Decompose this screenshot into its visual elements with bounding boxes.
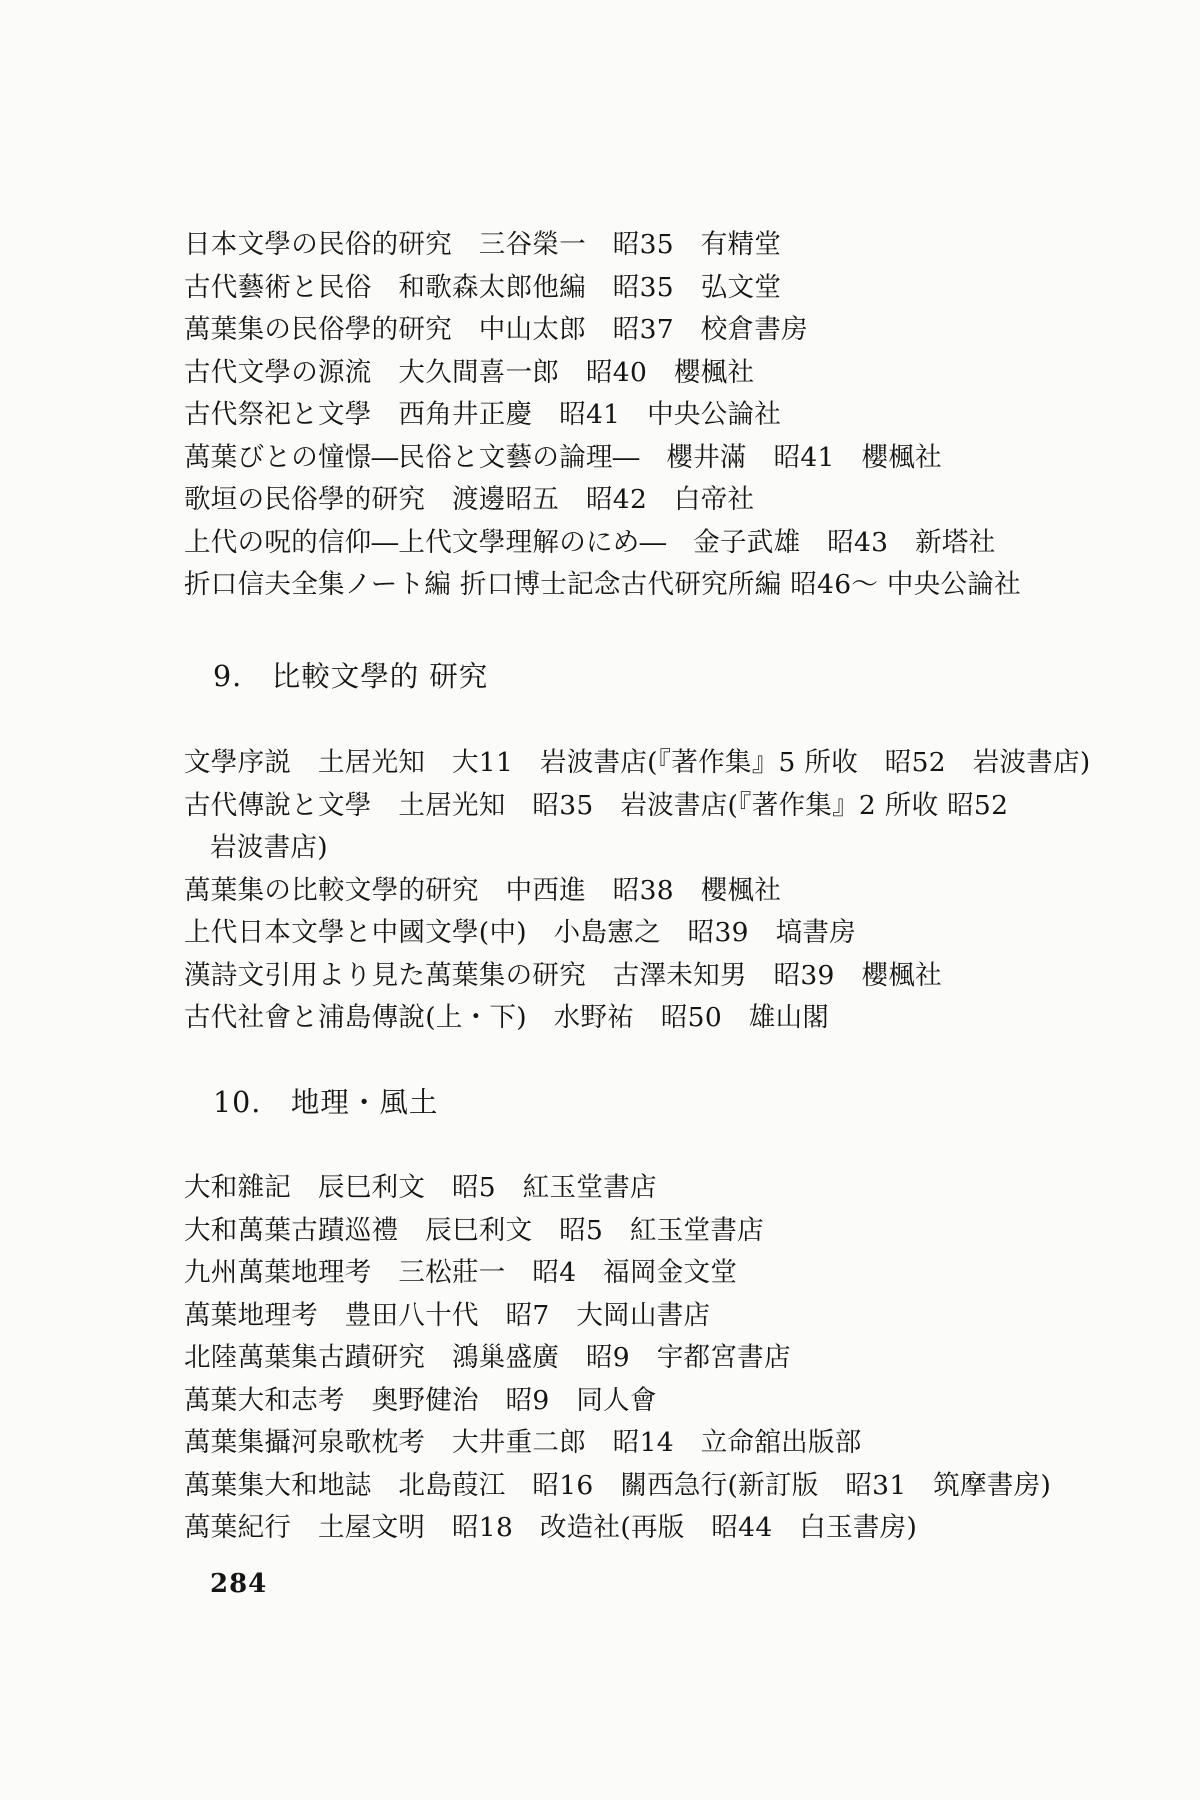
bibliography-list-comparative-literature [184,742,1091,1040]
bibliography-entry: 萬葉集大和地誌 北島葭江 昭16 關西急行(新訂版 昭31 筑摩書房) [184,1469,1052,1501]
bibliography-entry: 萬葉大和志考 奥野健治 昭9 同人會 [184,1384,657,1416]
bibliography-list-geography [184,1167,1052,1550]
bibliography-entry: 古代社會と浦島傳說(上・下) 水野祐 昭50 雄山閣 [184,1002,830,1033]
bibliography-entry: 北陸萬葉集古蹟研究 鴻巢盛廣 昭9 宇都宮書店 [184,1342,791,1373]
page-number: 284 [210,1569,268,1599]
bibliography-entry: 萬葉地理考 豊田八十代 昭7 大岡山書店 [184,1299,711,1331]
bibliography-entry: 古代傳說と文學 土居光知 昭35 岩波書店(『著作集』2 所收 昭52 岩波書店) [184,789,1009,863]
bibliography-entry: 萬葉集の民俗學的研究 中山太郎 昭37 校倉書房 [184,314,808,345]
bibliography-entry: 萬葉紀行 土屋文明 昭18 改造社(再版 昭44 白玉書房) [184,1512,918,1543]
bibliography-entry: 大和雜記 辰巳利文 昭5 紅玉堂書店 [184,1172,657,1203]
bibliography-entry: 上代の呪的信仰―上代文學理解のにめ― 金子武雄 昭43 新塔社 [184,526,996,558]
section-heading-geography: 10. 地理・風土 [213,1086,439,1119]
bibliography-entry: 九州萬葉地理考 三松莊一 昭4 福岡金文堂 [184,1257,738,1288]
bibliography-entry: 古代文學の源流 大久間喜一郎 昭40 櫻楓社 [184,356,755,388]
bibliography-entry: 漢詩文引用より見た萬葉集の研究 古澤未知男 昭39 櫻楓社 [184,959,942,991]
bibliography-entry: 歌垣の民俗學的研究 渡邊昭五 昭42 白帝社 [184,484,755,515]
bibliography-entry: 古代藝術と民俗 和歌森太郎他編 昭35 弘文堂 [184,271,782,303]
bibliography-list-folk-studies [184,224,1024,607]
section-heading-comparative-literature: 9. 比較文學的 研究 [213,660,489,693]
bibliography-entry: 古代祭祀と文學 西角井正慶 昭41 中央公論社 [184,399,782,430]
bibliography-entry: 日本文學の民俗的研究 三谷榮一 昭35 有精堂 [184,229,782,260]
bibliography-entry: 大和萬葉古蹟巡禮 辰巳利文 昭5 紅玉堂書店 [184,1214,764,1246]
bibliography-entry: 文學序説 土居光知 大11 岩波書店(『著作集』5 所收 昭52 岩波書店) [184,747,1091,778]
bibliography-entry: 上代日本文學と中國文學(中) 小島憲之 昭39 塙書房 [184,917,856,948]
bibliography-entry: 萬葉集攝河泉歌枕考 大井重二郎 昭14 立命舘出版部 [184,1427,862,1458]
bibliography-entry: 萬葉集の比較文學的研究 中西進 昭38 櫻楓社 [184,874,782,906]
bibliography-entry: 折口信夫全集ノート編 折口博士記念古代研究所編 昭46～ 中央公論社 [184,569,1021,600]
bibliography-entry: 萬葉びとの憧憬―民俗と文藝の論理― 櫻井滿 昭41 櫻楓社 [184,441,942,473]
